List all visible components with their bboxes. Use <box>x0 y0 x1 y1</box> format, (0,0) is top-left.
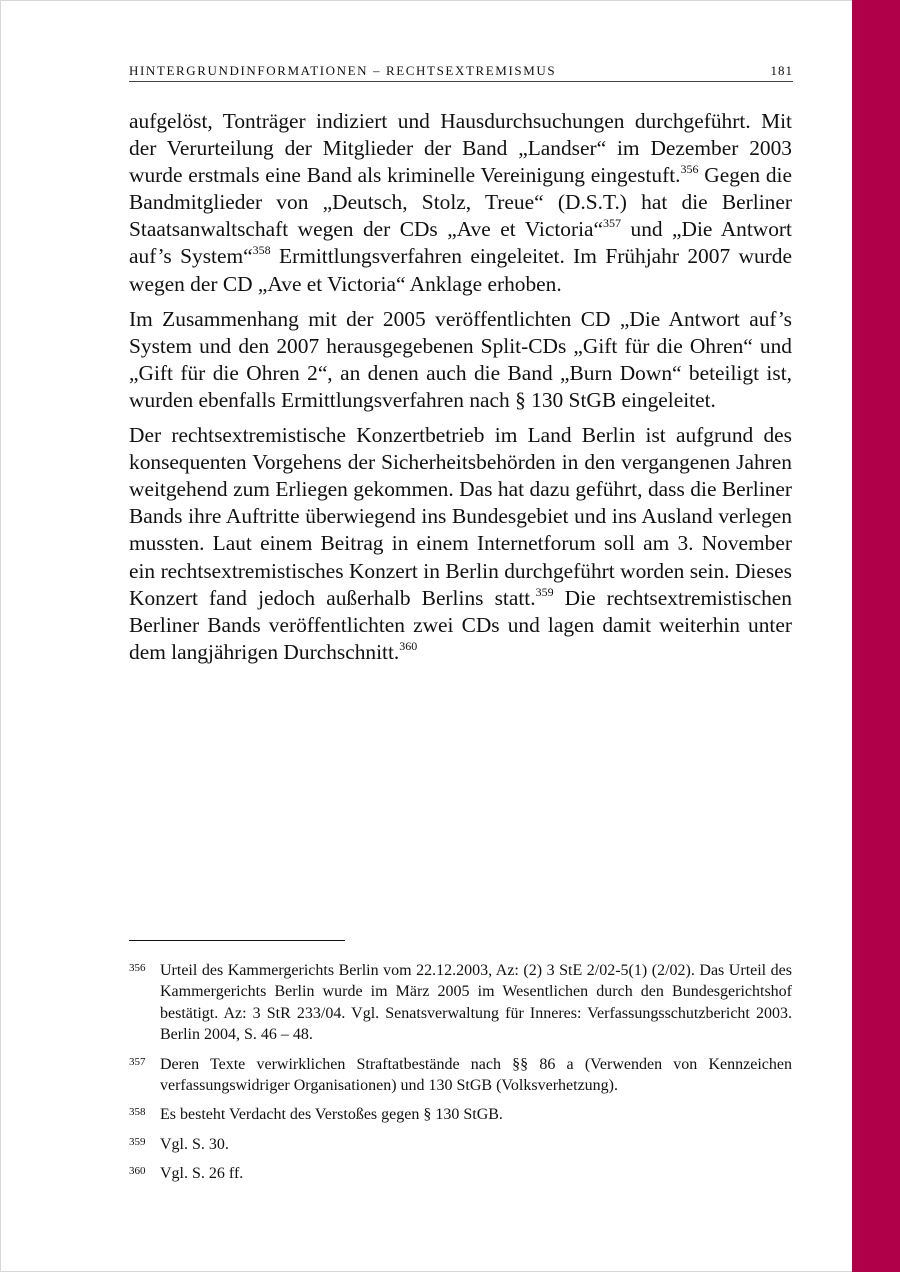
footnote-text: Deren Texte verwirklichen Straftatbestände nach §§ 86 a (Verwenden von Kennzeichen verfassungswidriger Organisationen) und 130 StGB (Volksverhetzung). <box>160 1055 792 1095</box>
paragraph-1 <box>129 108 792 298</box>
footnote-360 <box>129 1163 792 1184</box>
paragraph-1-part-3: und „Die Antwort auf’s System“ <box>129 217 792 269</box>
paragraph-3 <box>129 422 792 666</box>
page-number: 181 <box>770 63 793 78</box>
running-header <box>129 63 793 82</box>
header-title: HINTERGRUNDINFORMATIONEN – RECHTSEXTREMISMUS <box>129 63 557 78</box>
paragraph-1-part-2: Gegen die Bandmitglieder von „Deutsch, Stolz, Treue“ (D.S.T.) hat die Berliner Staatsanwaltschaft wegen der CDs „Ave et Victoria“ <box>129 163 792 242</box>
footnote-number: 356 <box>129 962 146 974</box>
footnote-359 <box>129 1134 792 1155</box>
footnote-ref-360[interactable]: 360 <box>399 638 418 653</box>
paragraph-2: Im Zusammenhang mit der 2005 veröffentlichten CD „Die Antwort auf’s System und den 2007 herausgegebenen Split-CDs „Gift für die Ohren“ und „Gift für die Ohren 2“, an denen auch die Band „Burn Down“ beteiligt ist, wurden ebenfalls Ermittlungsverfahren nach § 130 StGB eingeleitet. <box>129 306 792 412</box>
footnote-number: 359 <box>129 1135 146 1148</box>
footnote-357 <box>129 1054 792 1097</box>
footnote-text: Es besteht Verdacht des Verstoßes gegen § 130 StGB. <box>160 1106 503 1124</box>
footnotes <box>129 960 792 1193</box>
footnote-text: Vgl. S. 30. <box>160 1135 229 1153</box>
footnote-text: Vgl. S. 26 ff. <box>160 1165 244 1183</box>
footnote-ref-356[interactable]: 356 <box>680 162 699 177</box>
paragraph-3-part-2: Die rechtsextremistischen Berliner Bands veröffentlichten zwei CDs und lagen damit weiterhin unter dem langjährigen Durchschnitt. <box>129 585 792 664</box>
footnote-ref-357[interactable]: 357 <box>603 216 622 231</box>
footnote-number: 360 <box>129 1165 146 1178</box>
accent-side-bar <box>852 0 900 1272</box>
footnote-356 <box>129 960 792 1046</box>
footnote-ref-358[interactable]: 358 <box>252 243 271 258</box>
footnote-separator <box>129 940 345 941</box>
footnote-text: Urteil des Kammergerichts Berlin vom 22.12.2003, Az: (2) 3 StE 2/02-5(1) (2/02). Das Urteil des Kammergerichts Berlin wurde im März 2005 im Wesentlichen durch den Bundesgerichtshof bestätigt. Az: 3 StR 233/04. Vgl. Senatsverwaltung für Inneres: Verfassungsschutzbericht 2003. Berlin 2004, S. 46 – 48. <box>160 962 792 1044</box>
main-text <box>129 108 792 674</box>
footnote-number: 358 <box>129 1106 146 1119</box>
paragraph-3-part-1: Der rechtsextremistische Konzertbetrieb im Land Berlin ist aufgrund des konsequenten Vorgehens der Sicherheitsbehörden in den vergangenen Jahren weitgehend zum Erliegen gekommen. Das hat dazu geführt, dass die Berliner Bands ihre Auftritte überwiegend ins Bundesgebiet und ins Ausland verlegen mussten. Laut einem Beitrag in einem Internetforum soll am 3. November ein rechtsextremistisches Konzert in Berlin durchgeführt worden sein. Dieses Konzert fand jedoch außerhalb Berlins statt. <box>129 423 792 610</box>
footnote-number: 357 <box>129 1055 146 1068</box>
footnote-358 <box>129 1104 792 1125</box>
footnote-ref-359[interactable]: 359 <box>535 584 554 599</box>
paragraph-1-part-4: Ermittlungsverfahren eingeleitet. Im Frühjahr 2007 wurde wegen der CD „Ave et Victoria“ Anklage erhoben. <box>129 244 792 296</box>
paragraph-1-part-1: aufgelöst, Tonträger indiziert und Hausdurchsuchungen durchgeführt. Mit der Verurteilung der Mitglieder der Band „Landser“ im Dezember 2003 wurde erstmals eine Band als kriminelle Vereinigung eingestuft. <box>129 109 792 188</box>
